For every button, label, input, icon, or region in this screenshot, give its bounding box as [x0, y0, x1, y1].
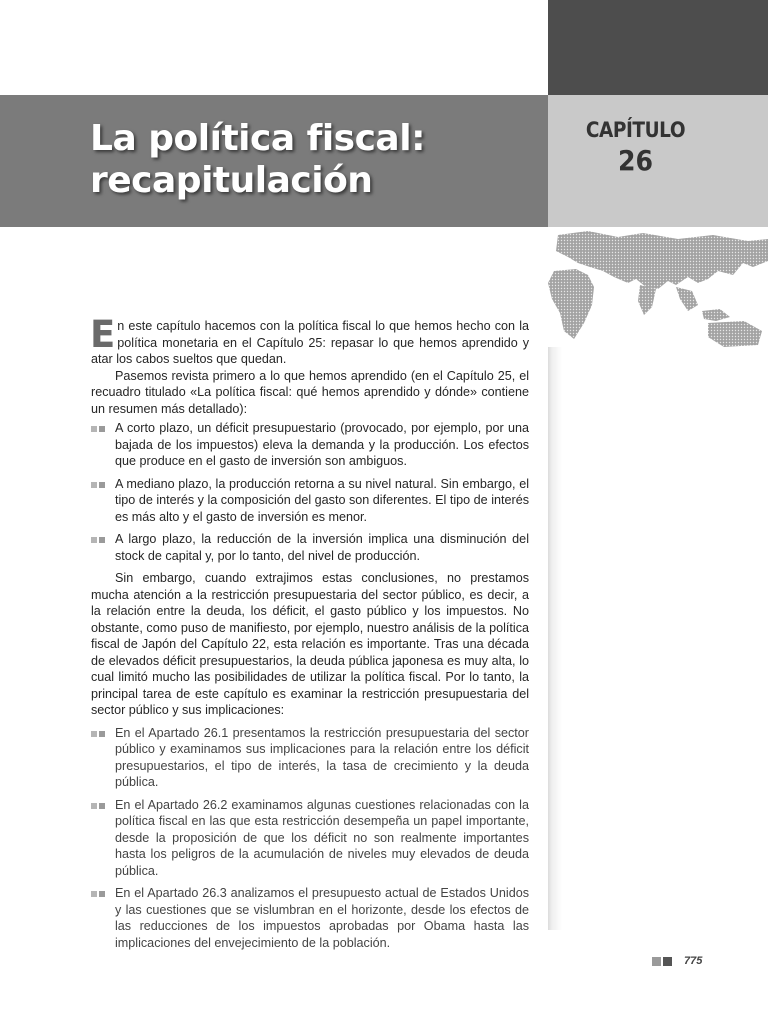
- bullet-icon: [91, 482, 109, 488]
- section-bullet-list: [91, 725, 529, 952]
- list-item: [91, 531, 529, 564]
- right-margin-shade: [548, 347, 768, 930]
- bullet-text: En el Apartado 26.1 presentamos la restricción presupuestaria del sector público y examinamos sus implicaciones para la relación entre los déficit presupuestarios, el tipo de interés, la tasa de crecimiento y la deuda pública.: [115, 725, 529, 789]
- list-item: [91, 725, 529, 791]
- world-map-image: [548, 227, 768, 347]
- list-item: [91, 476, 529, 526]
- footer-square-icon: [652, 957, 674, 966]
- page-title: [90, 118, 530, 202]
- bullet-text: A corto plazo, un déficit presupuestario (provocado, por ejemplo, por una bajada de los impuestos) eleva la demanda y la producción. Los efectos que produce en el gasto de inversión son ambiguos.: [115, 421, 529, 468]
- chapter-label: CAPÍTULO: [585, 118, 686, 142]
- bullet-icon: [91, 891, 109, 897]
- bullet-text: A mediano plazo, la producción retorna a su nivel natural. Sin embargo, el tipo de interés y la composición del gasto son diferentes. El tipo de interés es más alto y el gasto de inversión es menor.: [115, 476, 529, 524]
- intro-text: n este capítulo hacemos con la política fiscal lo que hemos hecho con la política monetaria en el Capítulo 25: repasar lo que hemos aprendido y atar los cabos sueltos que quedan.: [91, 319, 529, 366]
- drop-cap: E: [90, 313, 116, 356]
- list-item: [91, 797, 529, 880]
- bullet-text: A largo plazo, la reducción de la inversión implica una disminución del stock de capital y, por lo tanto, del nivel de producción.: [115, 532, 529, 563]
- budget-constraint-paragraph: Sin embargo, cuando extrajimos estas conclusiones, no prestamos mucha atención a la restricción presupuestaria del sector público, es decir, a la relación entre la deuda, los déficit, el gasto público y los impuestos. No obstante, como puso de manifiesto, por ejemplo, nuestro análisis de la política fiscal de Japón del Capítulo 22, esta relación es importante. Tras una década de elevados déficit presupuestarios, la deuda pública japonesa es muy alta, lo cual limitó mucho las posibilidades de utilizar la política fiscal. Por lo tanto, la principal tarea de este capítulo es examinar la restricción presupuestaria del sector público y sus implicaciones:: [91, 571, 529, 717]
- bullet-icon: [91, 803, 109, 809]
- review-paragraph: Pasemos revista primero a lo que hemos aprendido (en el Capítulo 25, el recuadro titulado «La política fiscal: qué hemos aprendido y dónde» contiene un resumen más detallado):: [91, 368, 529, 416]
- page-number: 775: [684, 955, 703, 967]
- list-item: [91, 885, 529, 951]
- bullet-text: En el Apartado 26.3 analizamos el presupuesto actual de Estados Unidos y las cuestiones que se vislumbran en el horizonte, desde los efectos de las reducciones de los impuestos aprobadas por Obama hasta las implicaciones del envejecimiento de la población.: [115, 886, 529, 950]
- chapter-body: [90, 313, 529, 957]
- bullet-text: En el Apartado 26.2 examinamos algunas cuestiones relacionadas con la política fiscal en las que esta restricción desempeña un papel importante, desde la proposición de que los déficit no son realmente importantes hasta los peligros de la acumulación de niveles muy elevados de deuda pública.: [115, 797, 529, 878]
- bullet-icon: [91, 537, 109, 543]
- bullet-icon: [91, 731, 109, 737]
- title-line-1: La política fiscal:: [90, 118, 425, 159]
- title-line-2: recapitulación: [90, 160, 373, 201]
- top-dark-block: [548, 0, 768, 95]
- bullet-icon: [91, 426, 109, 432]
- intro-paragraph: [90, 313, 529, 368]
- summary-bullet-list: [91, 420, 529, 564]
- chapter-number: 26: [617, 144, 654, 177]
- list-item: [91, 420, 529, 470]
